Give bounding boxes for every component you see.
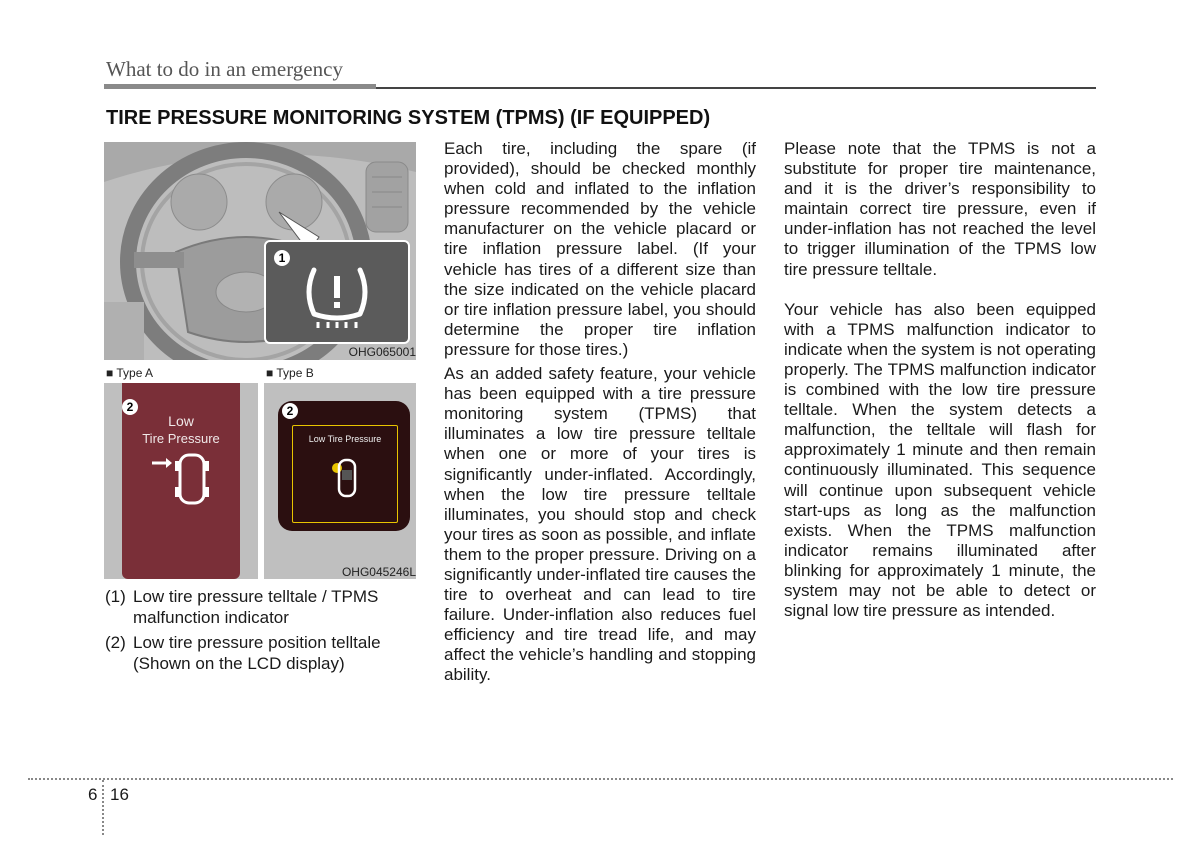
caption-1-text: Low tire pressure telltale / TPMS malfunction indicator [133,587,379,627]
caption-2 [105,632,425,676]
section-title: What to do in an emergency [106,57,343,81]
page-heading: TIRE PRESSURE MONITORING SYSTEM (TPMS) (IF EQUIPPED) [106,107,711,129]
caption-1 [105,586,425,630]
marker-2b: 2 [282,403,298,419]
type-a-label: ■ Type A [106,366,154,380]
car-topview-icon [331,456,361,502]
column-2 [444,139,756,686]
type-a-figure [104,383,258,579]
footer-divider [102,780,104,835]
footer-rule [28,778,1173,780]
lcd-display-b [278,401,410,531]
col2-paragraph-1: Each tire, including the spare (if provided), should be checked monthly when cold and inflated to the inflation pressure recommended by the vehicle manufacturer on the vehicle placard or tire inflation pressure label. (If your vehicle has tires of a different size than the size indicated on the vehicle placard or tire inflation pressure label, you should determine the proper tire inflation pressure for those tires.) [444,139,756,359]
lcd-b-text: Low Tire Pressure [308,434,382,444]
car-topview-icon [150,453,220,507]
figure-code-bottom: OHG045246L [341,565,416,579]
page-chapter: 6 [88,785,98,804]
lcd-a-line2: Tire Pressure [142,431,220,446]
col2-paragraph-2: As an added safety feature, your vehicle has been equipped with a tire pressure monitoring system (TPMS) that illuminates a low tire pressure telltale when one or more of your tires is significantly under-inflated. Accordingly, when the low tire pressure telltale illuminates, you should stop and check your tires as soon as possible, and inflate them to the proper pressure. Driving on a significantly under-inflated tire causes the tire to overheat and can lead to tire failure. Under-inflation also reduces fuel efficiency and tire tread life, and may affect the vehicle’s handling and stopping ability. [444,364,756,685]
figure-code-main: OHG065001 [348,345,416,359]
col3-paragraph-1: Please note that the TPMS is not a substitute for proper tire maintenance, and it is the driver’s responsibility to maintain correct tire pressure, even if under-inflation has not reached the level to trigger illumination of the TPMS low tire pressure telltale. [784,139,1096,279]
header-rule-thick [104,84,376,89]
type-b-figure [264,383,416,579]
marker-1: 1 [274,250,290,266]
marker-2a: 2 [122,399,138,415]
page-number: 16 [110,785,129,804]
lcd-display-a [122,383,240,579]
caption-2-text: Low tire pressure position telltale (Shown on the LCD display) [133,633,381,673]
column-3 [784,139,1096,621]
type-b-label: ■ Type B [266,366,314,380]
dashboard-figure [104,142,416,360]
lcd-b-screen [292,425,398,523]
lcd-a-line1: Low [168,413,194,429]
caption-1-num: (1) [105,587,126,606]
col3-paragraph-2: Your vehicle has also been equipped with a TPMS malfunction indicator to indicate when the system is not operating properly. The TPMS malfunction indicator is combined with the low tire pressure telltale. When the system detects a malfunction, the telltale will flash for approximately 1 minute and then remain continuously illuminated. This sequence will continue upon subsequent vehicle start-ups as long as the malfunction exists. When the TPMS malfunction indicator remains illuminated after blinking for approximately 1 minute, the system may not be able to detect or signal low tire pressure as intended. [784,299,1096,621]
header-rule-thin [376,87,1096,89]
caption-2-num: (2) [105,633,126,652]
